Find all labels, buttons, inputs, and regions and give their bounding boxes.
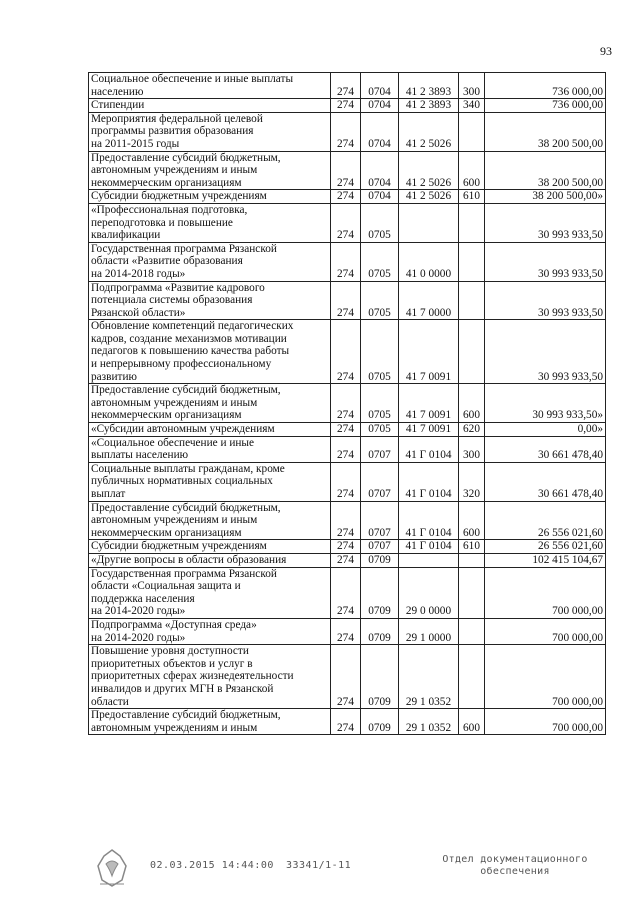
- cell-vr: 320: [459, 462, 485, 501]
- cell-rzpr: 0704: [361, 112, 399, 151]
- cell-rzpr: 0707: [361, 462, 399, 501]
- cell-amount: 30 661 478,40: [485, 462, 606, 501]
- cell-vr: 610: [459, 540, 485, 554]
- cell-vr: 340: [459, 99, 485, 113]
- cell-amount: 736 000,00: [485, 73, 606, 99]
- row-name: Социальное обеспечение и иные выплаты населению: [89, 73, 331, 99]
- cell-rzpr: 0705: [361, 423, 399, 437]
- cell-ved: 274: [331, 501, 361, 540]
- table-row: [89, 645, 606, 709]
- cell-ved: 274: [331, 645, 361, 709]
- department-stamp: Отдел документационного обеспечения: [442, 854, 588, 877]
- row-name: Субсидии бюджетным учреждениям: [89, 540, 331, 554]
- cell-ved: 274: [331, 151, 361, 190]
- cell-ved: 274: [331, 567, 361, 618]
- cell-csr: 29 0 0000: [399, 567, 459, 618]
- cell-csr: 41 0 0000: [399, 242, 459, 281]
- table-row: [89, 553, 606, 567]
- cell-rzpr: 0707: [361, 501, 399, 540]
- cell-csr: 29 1 0352: [399, 709, 459, 735]
- cell-vr: [459, 553, 485, 567]
- page-number: 93: [600, 44, 612, 58]
- cell-vr: 610: [459, 190, 485, 204]
- seal-icon: [92, 846, 132, 890]
- table-row: [89, 190, 606, 204]
- cell-rzpr: 0707: [361, 436, 399, 462]
- cell-rzpr: 0705: [361, 281, 399, 320]
- cell-rzpr: 0707: [361, 540, 399, 554]
- cell-rzpr: 0709: [361, 709, 399, 735]
- row-name: Социальные выплаты гражданам, кроме публичных нормативных социальных выплат: [89, 462, 331, 501]
- row-name: Предоставление субсидий бюджетным, автономным учреждениям и иным некоммерческим организациям: [89, 384, 331, 423]
- cell-ved: 274: [331, 320, 361, 384]
- table-row: [89, 203, 606, 242]
- cell-ved: 274: [331, 203, 361, 242]
- cell-vr: [459, 645, 485, 709]
- cell-csr: 41 2 5026: [399, 151, 459, 190]
- cell-amount: 30 993 933,50: [485, 281, 606, 320]
- cell-amount: 26 556 021,60: [485, 501, 606, 540]
- cell-rzpr: 0704: [361, 190, 399, 204]
- cell-ved: 274: [331, 540, 361, 554]
- cell-csr: [399, 203, 459, 242]
- row-name: «Профессиональная подготовка, переподготовка и повышение квалификации: [89, 203, 331, 242]
- cell-ved: 274: [331, 423, 361, 437]
- cell-ved: 274: [331, 462, 361, 501]
- cell-vr: [459, 242, 485, 281]
- row-name: Предоставление субсидий бюджетным, автономным учреждениям и иным: [89, 709, 331, 735]
- cell-vr: [459, 320, 485, 384]
- table-row: [89, 618, 606, 644]
- row-name: Мероприятия федеральной целевой программы развития образования на 2011-2015 годы: [89, 112, 331, 151]
- table-row: [89, 436, 606, 462]
- cell-vr: 600: [459, 384, 485, 423]
- cell-amount: 26 556 021,60: [485, 540, 606, 554]
- cell-amount: 0,00»: [485, 423, 606, 437]
- table-row: [89, 501, 606, 540]
- table-row: [89, 423, 606, 437]
- cell-ved: 274: [331, 709, 361, 735]
- footer: [0, 846, 640, 896]
- doc-code: 33341/1-11: [286, 860, 352, 871]
- cell-vr: [459, 203, 485, 242]
- cell-csr: 41 2 3893: [399, 99, 459, 113]
- table-row: [89, 462, 606, 501]
- cell-csr: [399, 553, 459, 567]
- table-row: [89, 99, 606, 113]
- cell-rzpr: 0705: [361, 203, 399, 242]
- cell-csr: 29 1 0352: [399, 645, 459, 709]
- cell-amount: 30 993 933,50: [485, 320, 606, 384]
- row-name: Субсидии бюджетным учреждениям: [89, 190, 331, 204]
- cell-rzpr: 0704: [361, 151, 399, 190]
- cell-vr: 600: [459, 151, 485, 190]
- cell-vr: 620: [459, 423, 485, 437]
- cell-ved: 274: [331, 99, 361, 113]
- cell-csr: 41 2 3893: [399, 73, 459, 99]
- cell-vr: 300: [459, 73, 485, 99]
- cell-amount: 38 200 500,00»: [485, 190, 606, 204]
- cell-rzpr: 0709: [361, 645, 399, 709]
- cell-rzpr: 0709: [361, 567, 399, 618]
- row-name: «Субсидии автономным учреждениям: [89, 423, 331, 437]
- row-name: Подпрограмма «Доступная среда» на 2014-2020 годы»: [89, 618, 331, 644]
- table-row: [89, 540, 606, 554]
- cell-csr: 29 1 0000: [399, 618, 459, 644]
- cell-amount: 700 000,00: [485, 709, 606, 735]
- cell-amount: 30 993 933,50: [485, 203, 606, 242]
- table-row: [89, 320, 606, 384]
- cell-csr: 41 7 0091: [399, 384, 459, 423]
- cell-amount: 102 415 104,67: [485, 553, 606, 567]
- table-row: [89, 281, 606, 320]
- table-row: [89, 112, 606, 151]
- cell-vr: 600: [459, 501, 485, 540]
- cell-ved: 274: [331, 618, 361, 644]
- cell-amount: 30 993 933,50»: [485, 384, 606, 423]
- cell-csr: 41 Г 0104: [399, 501, 459, 540]
- table-row: [89, 567, 606, 618]
- cell-amount: 700 000,00: [485, 618, 606, 644]
- row-name: «Другие вопросы в области образования: [89, 553, 331, 567]
- cell-ved: 274: [331, 436, 361, 462]
- cell-vr: [459, 281, 485, 320]
- cell-csr: 41 Г 0104: [399, 540, 459, 554]
- cell-amount: 700 000,00: [485, 567, 606, 618]
- cell-ved: 274: [331, 384, 361, 423]
- cell-rzpr: 0709: [361, 618, 399, 644]
- cell-rzpr: 0705: [361, 242, 399, 281]
- cell-ved: 274: [331, 242, 361, 281]
- cell-amount: 700 000,00: [485, 645, 606, 709]
- row-name: «Социальное обеспечение и иные выплаты населению: [89, 436, 331, 462]
- cell-amount: 38 200 500,00: [485, 112, 606, 151]
- cell-csr: 41 2 5026: [399, 190, 459, 204]
- row-name: Обновление компетенций педагогических кадров, создание механизмов мотивации педагогов к повышению качества работы и непрерывному профессиональному развитию: [89, 320, 331, 384]
- cell-amount: 736 000,00: [485, 99, 606, 113]
- row-name: Подпрограмма «Развитие кадрового потенциала системы образования Рязанской области»: [89, 281, 331, 320]
- cell-rzpr: 0705: [361, 384, 399, 423]
- budget-table: [88, 72, 606, 735]
- cell-amount: 30 661 478,40: [485, 436, 606, 462]
- row-name: Государственная программа Рязанской области «Развитие образования на 2014-2018 годы»: [89, 242, 331, 281]
- table-row: [89, 384, 606, 423]
- cell-csr: 41 2 5026: [399, 112, 459, 151]
- cell-csr: 41 Г 0104: [399, 462, 459, 501]
- cell-vr: [459, 618, 485, 644]
- cell-amount: 30 993 933,50: [485, 242, 606, 281]
- cell-rzpr: 0704: [361, 99, 399, 113]
- cell-rzpr: 0704: [361, 73, 399, 99]
- cell-vr: [459, 112, 485, 151]
- cell-csr: 41 7 0091: [399, 423, 459, 437]
- cell-vr: 600: [459, 709, 485, 735]
- cell-ved: 274: [331, 281, 361, 320]
- row-name: Предоставление субсидий бюджетным, автономным учреждениям и иным некоммерческим организациям: [89, 501, 331, 540]
- row-name: Повышение уровня доступности приоритетных объектов и услуг в приоритетных сферах жизнедеятельности инвалидов и других МГН в Рязанской области: [89, 645, 331, 709]
- cell-rzpr: 0705: [361, 320, 399, 384]
- cell-vr: [459, 567, 485, 618]
- cell-rzpr: 0709: [361, 553, 399, 567]
- table-row: [89, 73, 606, 99]
- row-name: Государственная программа Рязанской области «Социальная защита и поддержка населения на 2014-2020 годы»: [89, 567, 331, 618]
- table-row: [89, 242, 606, 281]
- cell-csr: 41 Г 0104: [399, 436, 459, 462]
- cell-ved: 274: [331, 553, 361, 567]
- table-body: [89, 73, 606, 735]
- cell-vr: 300: [459, 436, 485, 462]
- cell-ved: 274: [331, 112, 361, 151]
- cell-ved: 274: [331, 73, 361, 99]
- row-name: Предоставление субсидий бюджетным, автономным учреждениям и иным некоммерческим организациям: [89, 151, 331, 190]
- cell-csr: 41 7 0091: [399, 320, 459, 384]
- cell-csr: 41 7 0000: [399, 281, 459, 320]
- cell-ved: 274: [331, 190, 361, 204]
- stamp-date: 02.03.2015 14:44:00: [150, 860, 274, 871]
- row-name: Стипендии: [89, 99, 331, 113]
- cell-amount: 38 200 500,00: [485, 151, 606, 190]
- table-row: [89, 151, 606, 190]
- table-row: [89, 709, 606, 735]
